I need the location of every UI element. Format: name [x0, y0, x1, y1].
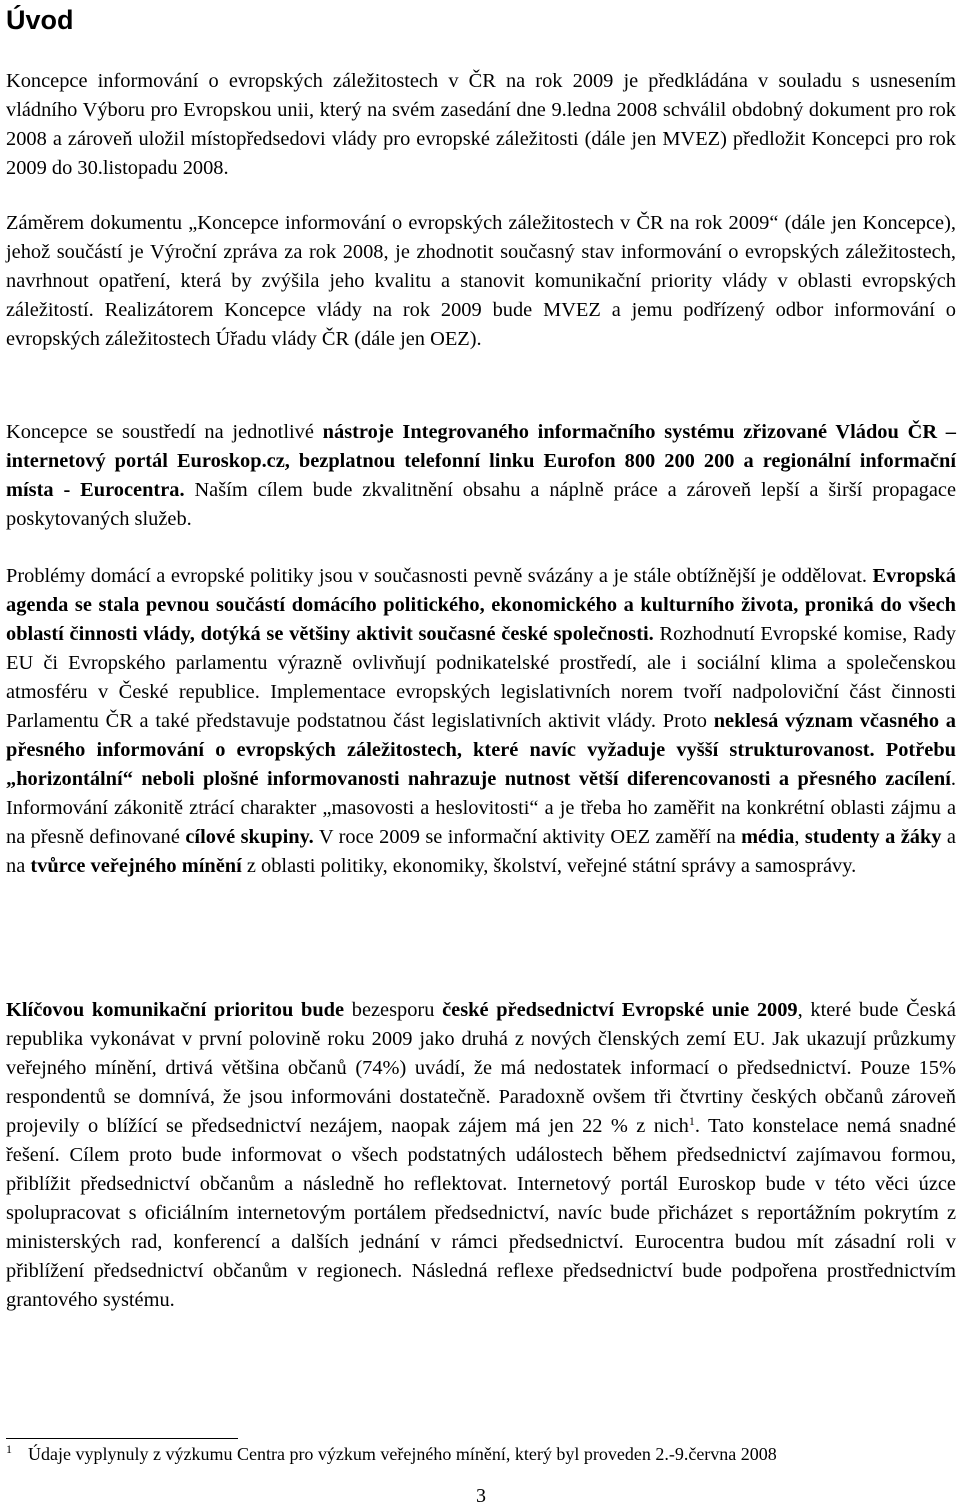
text-run: Koncepce informování o evropských záležitostech v ČR na rok 2009 je předkládána v souladu s usnesením vládního Výboru pro Evropskou unii, který na svém zasedání dne 9.ledna 2008 schválil obdobný dokument pro rok 2008 a zároveň uložil místopředsedovi vlády pro evropské záležitosti (dále jen MVEZ) předložit Koncepci pro rok 2009 do 30.listopadu 2008. [6, 70, 956, 179]
section-heading: Úvod [6, 5, 74, 35]
text-run: . Tato konstelace nemá snadné řešení. Cílem proto bude informovat o všech podstatných událostech během předsednictví zajímavou formou, přiblížit předsednictví občanům a následně ho reflektovat. Internetový portál Euroskop bude v této věci úzce spolupracovat s oficiálním internetovým portálem předsednictví, navíc bude přicházet s reportážním pokrytím z ministerských rad, konferencí a dalších jednání v rámci předsednictví. Eurocentra budou mít zásadní roli v přiblížení předsednictví občanům v regionech. Následná reflexe předsednictví bude podpořena prostřednictvím grantového systému. [6, 1115, 956, 1311]
bold-text: Klíčovou komunikační prioritou bude [6, 999, 345, 1021]
bold-text: cílové skupiny. [185, 826, 314, 848]
text-run: , [794, 826, 805, 848]
bold-text: Evropská agenda se stala pevnou součástí domácího politického, ekonomického a kulturního života, proniká do všech oblastí činnosti vlády, dotýká se většiny aktivit současné české společnosti. [6, 565, 956, 645]
paragraph-problems [6, 562, 956, 881]
text-run: a na [6, 826, 956, 877]
paragraph-purpose [6, 209, 956, 354]
footnote: $^1$ Údaje vyplynuly z výzkumu Centra pro výzkum veřejného mínění, který byl proveden 2.-9.června 2008 [6, 1442, 777, 1464]
paragraph-tools [6, 418, 956, 534]
text-run: . Informování zákonitě ztrácí charakter „masovosti a heslovitosti“ a je třeba ho zaměřit na konkrétní oblasti zájmu a na přesně definované [6, 768, 956, 848]
text-run: , které bude Česká republika vykonávat v první polovině roku 2009 jako druhá z nových členských zemí EU. Jak ukazují průzkumy veřejného mínění, drtivá většina občanů (74%) uvádí, že má nedostatek informací o předsednictví. Pouze 15% respondentů se domnívá, že jsou informováni dostatečně. Paradoxně ovšem tři čtvrtiny českých občanů zároveň projevily o blížící se předsednictví nezájem, naopak zájem má jen 22 % z nich [6, 999, 956, 1137]
text-run: Problémy domácí a evropské politiky jsou v současnosti pevně svázány a je stále obtížnější je oddělovat. [6, 565, 873, 587]
paragraph-priority [6, 996, 956, 1315]
text-run: Naším cílem bude zkvalitnění obsahu a náplně práce a zároveň lepší a širší propagace poskytovaných služeb. [6, 479, 956, 530]
bold-text: neklesá význam včasného a přesného informování o evropských záležitostech, které navíc vyžaduje vyšší strukturovanost. Potřebu „horizontální“ neboli plošné informovanosti nahrazuje nutnost větší diferencovanosti a přesného zacílení [6, 710, 956, 790]
text-run: z oblasti politiky, ekonomiky, školství, veřejné státní správy a samosprávy. [241, 855, 857, 877]
text-run: Záměrem dokumentu „Koncepce informování o evropských záležitostech v ČR na rok 2009“ (dále jen Koncepce), jehož součástí je Výroční zpráva za rok 2008, je zhodnotit současný stav informování o evropských záležitostech, navrhnout opatření, která by zvýšila jeho kvalitu a stanovit komunikační priority vlády v oblasti evropských záležitostí. Realizátorem Koncepce vlády na rok 2009 bude MVEZ a jemu podřízený odbor informování o evropských záležitostech Úřadu vlády ČR (dále jen OEZ). [6, 212, 956, 350]
bold-text: tvůrce veřejného mínění [30, 855, 242, 877]
footnote-text: Údaje vyplynuly z výzkumu Centra pro výzkum veřejného mínění, který byl proveden 2.-9.června 2008 [28, 1444, 777, 1464]
page-number: 3 [476, 1485, 486, 1507]
paragraph-intro [6, 67, 956, 183]
text-run: Koncepce se soustředí na jednotlivé [6, 421, 323, 443]
text-run: bezesporu [344, 999, 443, 1021]
text-run: V roce 2009 se informační aktivity OEZ zaměří na [313, 826, 742, 848]
bold-text: české předsednictví Evropské unie 2009 [442, 999, 798, 1021]
bold-text: média [741, 826, 795, 848]
bold-text: studenty a žáky [804, 826, 942, 848]
footnote-ref: 1 [688, 1114, 695, 1128]
bold-text: nástroje Integrovaného informačního systému zřizované Vládou ČR – internetový portál Euroskop.cz, bezplatnou telefonní linku Eurofon 800 200 200 a regionální informační místa - Eurocentra. [6, 421, 956, 501]
text-run: Rozhodnutí Evropské komise, Rady EU či Evropského parlamentu výrazně ovlivňují podnikatelské prostředí, ale i sociální klima a společenskou atmosféru v České republice. Implementace evropských legislativních norem tvoří nadpoloviční část činnosti Parlamentu ČR a také představuje podstatnou část legislativních aktivit vlády. Proto [6, 623, 956, 732]
footnote-separator [6, 1438, 238, 1439]
